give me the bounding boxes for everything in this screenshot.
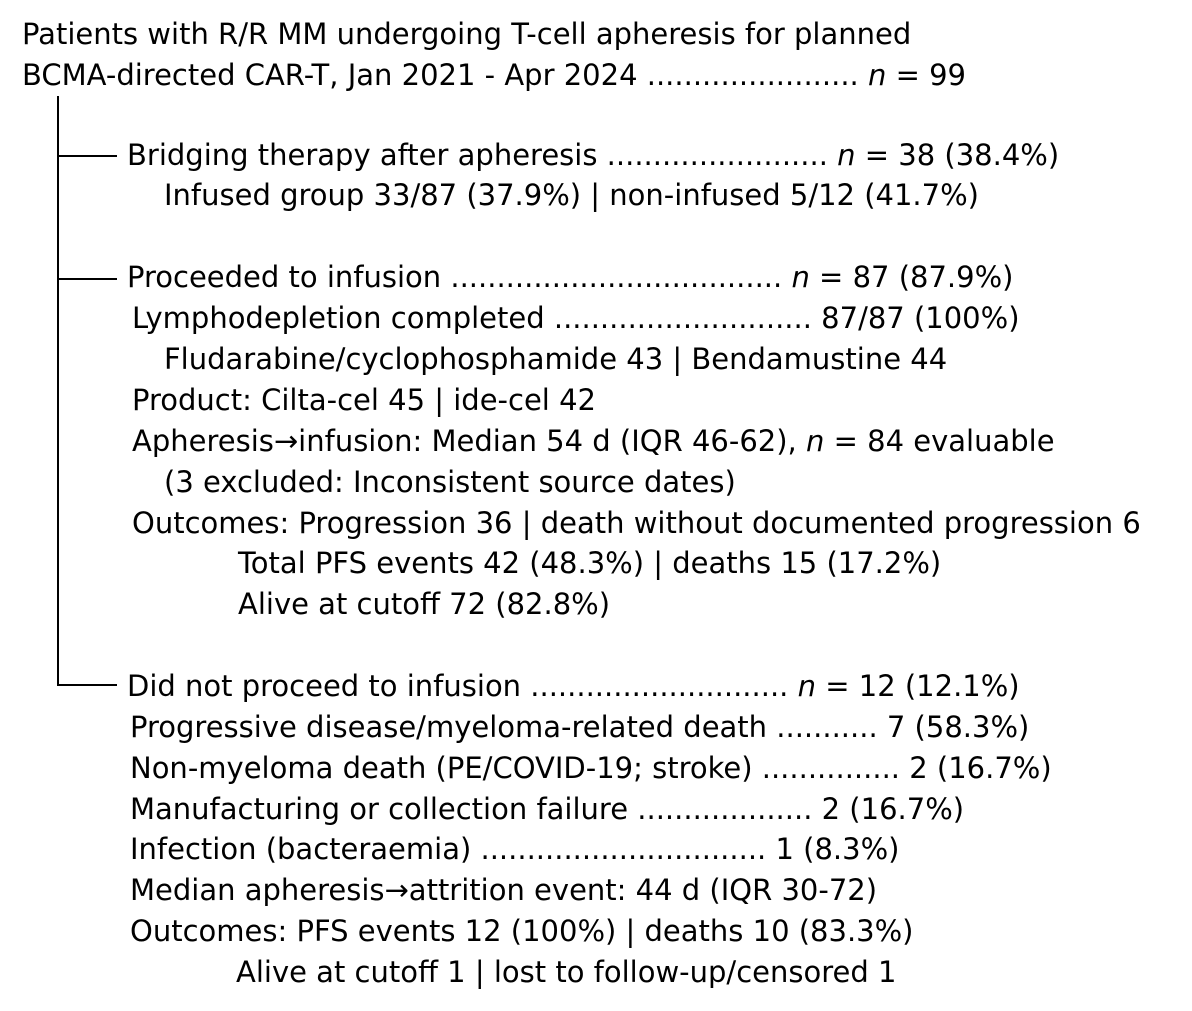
root-count: = 99 <box>886 58 967 92</box>
infused-outcomes-line: Outcomes: Progression 36 | death without documented progression 6 <box>132 506 1141 540</box>
infused-label: Proceeded to infusion .................................... <box>127 260 792 294</box>
reason-line: Infection (bacteraemia) ............................... 1 (8.3%) <box>130 832 900 866</box>
bridging-detail: Infused group 33/87 (37.9%) | non-infused 5/12 (41.7%) <box>164 178 979 212</box>
infused-count: = 87 (87.9%) <box>809 260 1014 294</box>
lymphodepletion-line: Lymphodepletion completed ............................ 87/87 (100%) <box>132 301 1020 335</box>
n-symbol: n <box>867 58 887 92</box>
tree-trunk-line <box>57 96 59 685</box>
not-infused-node <box>127 669 1020 703</box>
root-cohort: BCMA-directed CAR-T, Jan 2021 - Apr 2024 ....................... <box>22 58 868 92</box>
root-node-line2 <box>22 58 966 92</box>
product-line: Product: Cilta-cel 45 | ide-cel 42 <box>132 383 596 417</box>
n-symbol: n <box>797 669 817 703</box>
excluded-line: (3 excluded: Inconsistent source dates) <box>164 465 736 499</box>
not-infused-outcomes-line: Outcomes: PFS events 12 (100%) | deaths 10 (83.3%) <box>130 914 914 948</box>
reason-line: Manufacturing or collection failure ................... 2 (16.7%) <box>130 792 965 826</box>
root-title: Patients with R/R MM undergoing T-cell apheresis for planned <box>22 17 912 51</box>
timing-label: Apheresis→infusion: Median 54 d (IQR 46-62), <box>132 424 806 458</box>
infused-alive-line: Alive at cutoff 72 (82.8%) <box>238 587 611 621</box>
infused-pfs-line: Total PFS events 42 (48.3%) | deaths 15 (17.2%) <box>238 546 942 580</box>
n-symbol: n <box>806 424 825 458</box>
branch-connector-bridging <box>57 155 117 157</box>
bridging-node <box>127 138 1059 172</box>
n-symbol: n <box>791 260 810 294</box>
branch-connector-infused <box>57 278 117 280</box>
bridging-count: = 38 (38.4%) <box>855 138 1060 172</box>
median-attrition-line: Median apheresis→attrition event: 44 d (IQR 30-72) <box>130 873 878 907</box>
not-infused-label: Did not proceed to infusion ............................ <box>127 669 798 703</box>
not-infused-count: = 12 (12.1%) <box>816 669 1020 703</box>
timing-count: = 84 evaluable <box>824 424 1055 458</box>
infused-node <box>127 260 1013 294</box>
reason-line: Progressive disease/myeloma-related death ........... 7 (58.3%) <box>130 710 1030 744</box>
not-infused-alive-line: Alive at cutoff 1 | lost to follow-up/censored 1 <box>236 955 897 989</box>
root-node-line1 <box>22 17 911 51</box>
reason-line: Non-myeloma death (PE/COVID-19; stroke) ............... 2 (16.7%) <box>130 751 1052 785</box>
regimens-line: Fludarabine/cyclophosphamide 43 | Bendamustine 44 <box>164 342 948 376</box>
timing-line <box>132 424 1055 458</box>
n-symbol: n <box>837 138 856 172</box>
branch-connector-not-infused <box>57 684 117 686</box>
bridging-label: Bridging therapy after apheresis ........................ <box>127 138 838 172</box>
